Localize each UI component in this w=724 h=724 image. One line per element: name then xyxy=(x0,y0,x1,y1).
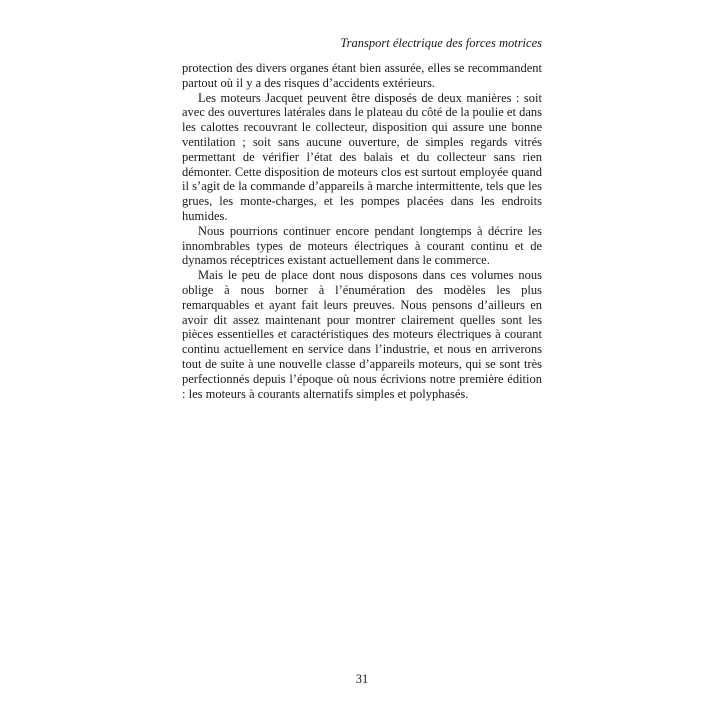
paragraph: Mais le peu de place dont nous disposons dans ces volumes nous oblige à nous borner à l’énumération des modèles les plus remarquables et ayant fait leurs preuves. Nous pensons d’ailleurs en avoir dit assez maintenant pour montrer clairement quelles sont les pièces essentielles et caractéristiques des moteurs électriques à courant continu actuellement en service dans l’industrie, et nous en arriverons tout de suite à une nouvelle classe d’appareils moteurs, qui se sont très perfectionnés depuis l’époque où nous écrivions notre première édition : les moteurs à courants alternatifs simples et polyphasés. xyxy=(182,268,542,401)
paragraph: Nous pourrions continuer encore pendant longtemps à décrire les innombrables types de moteurs électriques à courant continu et de dynamos réceptrices existant actuellement dans le commerce. xyxy=(182,223,542,268)
page-number: 31 xyxy=(355,672,369,686)
paragraph: Les moteurs Jacquet peuvent être disposés de deux manières : soit avec des ouvertures latérales dans le plateau du côté de la poulie et dans les calottes recouvrant le collecteur, disposition qui assure une bonne ventilation ; soit sans aucune ouverture, de simples regards vitrés permettant de vérifier l’état des balais et du collecteur sans rien démonter. Cette disposition de moteurs clos est surtout employée quand il s’agit de la commande d’appareils à marche intermittente, tels que les grues, les monte-charges, et les pompes placées dans les endroits humides. xyxy=(182,90,542,223)
body-text xyxy=(182,61,542,401)
running-title: Transport électrique des forces motrices xyxy=(340,36,542,50)
paragraph: protection des divers organes étant bien assurée, elles se recommandent partout où il y a des risques d’accidents extérieurs. xyxy=(182,61,542,90)
